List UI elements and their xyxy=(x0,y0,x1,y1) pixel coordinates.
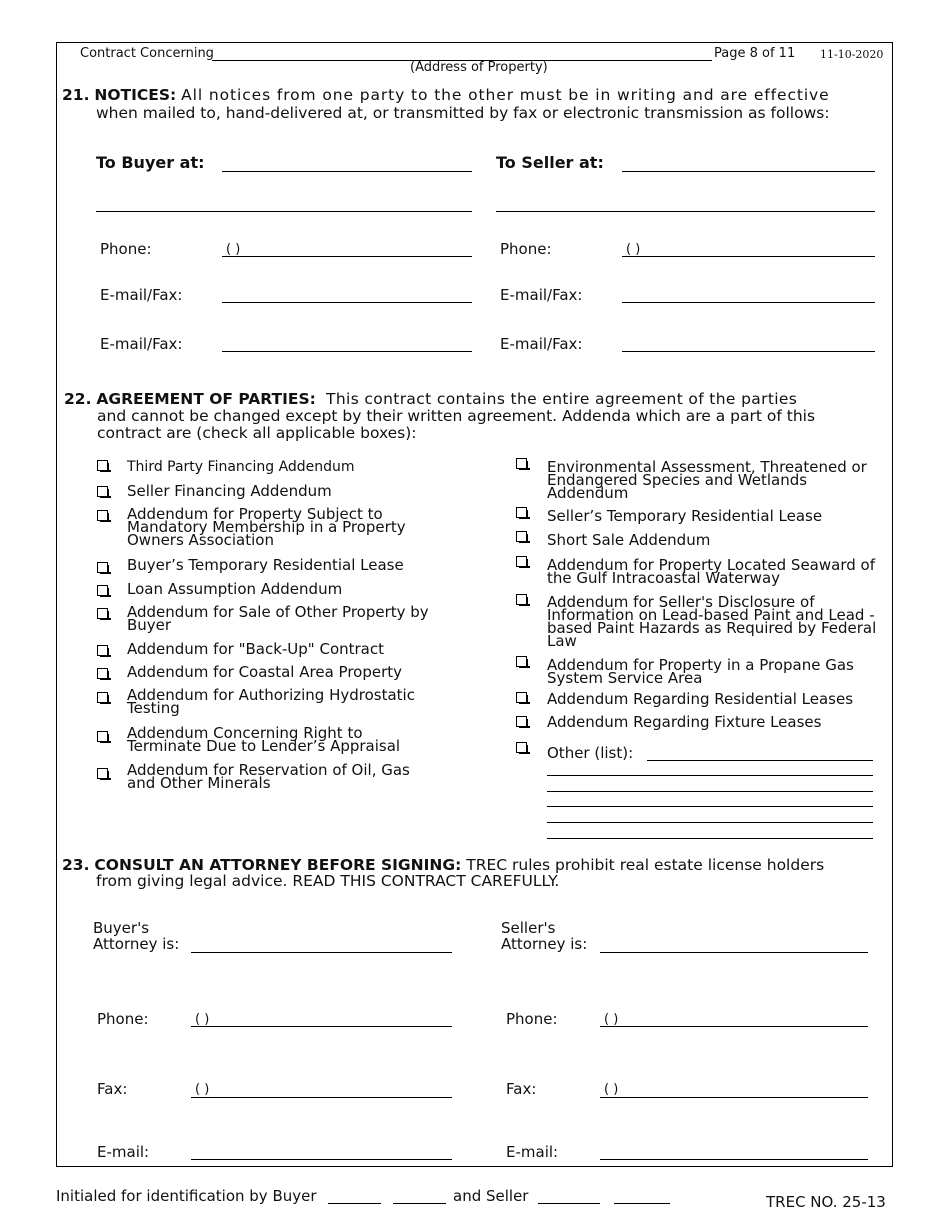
to-seller-label: To Seller at: xyxy=(496,153,604,172)
checkbox-oil-gas-minerals[interactable] xyxy=(97,768,108,779)
buyers-attorney-email-field[interactable] xyxy=(191,1159,452,1160)
buyer-phone-field[interactable] xyxy=(222,256,472,257)
seller-initials-field-2[interactable] xyxy=(614,1203,670,1204)
buyers-attorney-field[interactable] xyxy=(191,952,452,953)
addendum-back-up-contract: Addendum for "Back-Up" Contract xyxy=(127,640,384,658)
seller-address-field-1[interactable] xyxy=(622,171,875,172)
checkbox-mandatory-membership[interactable] xyxy=(97,510,108,521)
initialed-by-buyer-label: Initialed for identification by Buyer xyxy=(56,1187,317,1205)
sellers-attorney-email-field[interactable] xyxy=(600,1159,868,1160)
addendum-sellers-temporary-lease: Seller’s Temporary Residential Lease xyxy=(547,507,823,525)
seller-email-fax-label-2: E-mail/Fax: xyxy=(500,335,583,353)
other-list-field-5[interactable] xyxy=(547,822,873,823)
buyers-attorney-fax-label: Fax: xyxy=(97,1080,128,1098)
checkbox-seller-financing[interactable] xyxy=(97,486,108,497)
buyers-attorney-fax-field[interactable] xyxy=(191,1097,452,1098)
checkbox-lead-based-paint[interactable] xyxy=(516,594,527,605)
checkbox-residential-leases[interactable] xyxy=(516,692,527,703)
sellers-attorney-email-label: E-mail: xyxy=(506,1143,559,1161)
section-22-line2: and cannot be changed except by their written agreement. Addenda which are a part of this xyxy=(97,407,816,425)
buyer-email-fax-field-2[interactable] xyxy=(222,351,472,352)
checkbox-sale-other-property[interactable] xyxy=(97,608,108,619)
section-23-line2: from giving legal advice. READ THIS CONTRACT CAREFULLY. xyxy=(96,872,560,890)
buyers-attorney-label-2: Attorney is: xyxy=(93,935,180,953)
other-list-field-2[interactable] xyxy=(547,775,873,776)
buyers-attorney-phone-label: Phone: xyxy=(97,1010,149,1028)
addendum-fixture-leases: Addendum Regarding Fixture Leases xyxy=(547,713,822,731)
seller-phone-field[interactable] xyxy=(622,256,875,257)
buyers-attorney-label-1: Buyer's xyxy=(93,919,150,937)
seller-initials-field-1[interactable] xyxy=(538,1203,600,1204)
and-seller-label: and Seller xyxy=(453,1187,529,1205)
checkbox-buyers-temporary-lease[interactable] xyxy=(97,562,108,573)
addendum-oil-gas-minerals: Addendum for Reservation of Oil, Gas and Other Minerals xyxy=(127,761,410,792)
buyer-email-fax-field-1[interactable] xyxy=(222,302,472,303)
addendum-gulf-intracoastal: Addendum for Property Located Seaward of the Gulf Intracoastal Waterway xyxy=(547,556,875,587)
seller-phone-paren: ( ) xyxy=(626,242,641,257)
sellers-attorney-field[interactable] xyxy=(600,952,868,953)
section-21-line1: 21. NOTICES: All notices from one party to the other must be in writing and are effective xyxy=(62,86,830,104)
buyer-phone-paren: ( ) xyxy=(226,242,241,257)
sellers-attorney-fax-label: Fax: xyxy=(506,1080,537,1098)
buyers-attorney-email-label: E-mail: xyxy=(97,1143,150,1161)
buyer-address-field-2[interactable] xyxy=(96,211,472,212)
addendum-propane-gas: Addendum for Property in a Propane Gas System Service Area xyxy=(547,656,854,687)
buyer-phone-label: Phone: xyxy=(100,240,152,258)
sellers-attorney-phone-label: Phone: xyxy=(506,1010,558,1028)
trec-number: TREC NO. 25-13 xyxy=(766,1193,886,1211)
other-list-field-3[interactable] xyxy=(547,791,873,792)
seller-email-fax-field-1[interactable] xyxy=(622,302,875,303)
addendum-buyers-temporary-lease: Buyer’s Temporary Residential Lease xyxy=(127,556,404,574)
addendum-environmental-assessment: Environmental Assessment, Threatened or Endangered Species and Wetlands Addendum xyxy=(547,458,867,502)
section-23-line1: 23. CONSULT AN ATTORNEY BEFORE SIGNING: TREC rules prohibit real estate license holders xyxy=(62,856,825,874)
addendum-sale-other-property: Addendum for Sale of Other Property by Buyer xyxy=(127,603,429,634)
addendum-mandatory-membership: Addendum for Property Subject to Mandatory Membership in a Property Owners Association xyxy=(127,505,406,549)
to-buyer-label: To Buyer at: xyxy=(96,153,205,172)
section-22-line1: 22. AGREEMENT OF PARTIES: This contract contains the entire agreement of the parties xyxy=(64,390,798,408)
other-list-field-6[interactable] xyxy=(547,838,873,839)
form-date: 11-10-2020 xyxy=(820,48,884,61)
checkbox-coastal-area[interactable] xyxy=(97,668,108,679)
buyers-attorney-phone-paren: ( ) xyxy=(195,1012,210,1027)
page-number: Page 8 of 11 xyxy=(714,46,796,61)
checkbox-loan-assumption[interactable] xyxy=(97,585,108,596)
addendum-loan-assumption: Loan Assumption Addendum xyxy=(127,580,343,598)
seller-email-fax-label-1: E-mail/Fax: xyxy=(500,286,583,304)
sellers-attorney-label-2: Attorney is: xyxy=(501,935,588,953)
checkbox-sellers-temporary-lease[interactable] xyxy=(516,507,527,518)
checkbox-back-up-contract[interactable] xyxy=(97,645,108,656)
checkbox-gulf-intracoastal[interactable] xyxy=(516,556,527,567)
addendum-lenders-appraisal: Addendum Concerning Right to Terminate Due to Lender’s Appraisal xyxy=(127,724,401,755)
seller-address-field-2[interactable] xyxy=(496,211,875,212)
address-caption: (Address of Property) xyxy=(410,60,548,75)
checkbox-fixture-leases[interactable] xyxy=(516,716,527,727)
addendum-seller-financing: Seller Financing Addendum xyxy=(127,482,332,500)
addendum-other-label: Other (list): xyxy=(547,744,634,762)
checkbox-propane-gas[interactable] xyxy=(516,656,527,667)
addendum-third-party-financing: Third Party Financing Addendum xyxy=(127,459,355,475)
addendum-hydrostatic-testing: Addendum for Authorizing Hydrostatic Testing xyxy=(127,686,415,717)
checkbox-third-party-financing[interactable] xyxy=(97,460,108,471)
other-list-field-1[interactable] xyxy=(647,760,873,761)
buyer-initials-field-1[interactable] xyxy=(328,1203,381,1204)
other-list-field-4[interactable] xyxy=(547,806,873,807)
contract-concerning-label: Contract Concerning xyxy=(80,46,214,61)
buyer-email-fax-label-2: E-mail/Fax: xyxy=(100,335,183,353)
checkbox-environmental-assessment[interactable] xyxy=(516,458,527,469)
sellers-attorney-fax-field[interactable] xyxy=(600,1097,868,1098)
seller-email-fax-field-2[interactable] xyxy=(622,351,875,352)
buyers-attorney-fax-paren: ( ) xyxy=(195,1082,210,1097)
checkbox-short-sale[interactable] xyxy=(516,531,527,542)
buyer-address-field-1[interactable] xyxy=(222,171,472,172)
addendum-coastal-area: Addendum for Coastal Area Property xyxy=(127,663,403,681)
seller-phone-label: Phone: xyxy=(500,240,552,258)
section-22-line3: contract are (check all applicable boxes): xyxy=(97,424,417,442)
buyers-attorney-phone-field[interactable] xyxy=(191,1026,452,1027)
sellers-attorney-phone-field[interactable] xyxy=(600,1026,868,1027)
addendum-residential-leases: Addendum Regarding Residential Leases xyxy=(547,690,854,708)
sellers-attorney-fax-paren: ( ) xyxy=(604,1082,619,1097)
addendum-short-sale: Short Sale Addendum xyxy=(547,531,711,549)
buyer-initials-field-2[interactable] xyxy=(393,1203,446,1204)
checkbox-hydrostatic-testing[interactable] xyxy=(97,692,108,703)
checkbox-lenders-appraisal[interactable] xyxy=(97,731,108,742)
buyer-email-fax-label-1: E-mail/Fax: xyxy=(100,286,183,304)
sellers-attorney-label-1: Seller's xyxy=(501,919,556,937)
sellers-attorney-phone-paren: ( ) xyxy=(604,1012,619,1027)
addendum-lead-based-paint: Addendum for Seller's Disclosure of Information on Lead-based Paint and Lead -based Paint Hazards as Required by Federal Law xyxy=(547,593,877,650)
checkbox-other[interactable] xyxy=(516,742,527,753)
section-21-line2: when mailed to, hand-delivered at, or transmitted by fax or electronic transmission as follows: xyxy=(96,104,830,122)
